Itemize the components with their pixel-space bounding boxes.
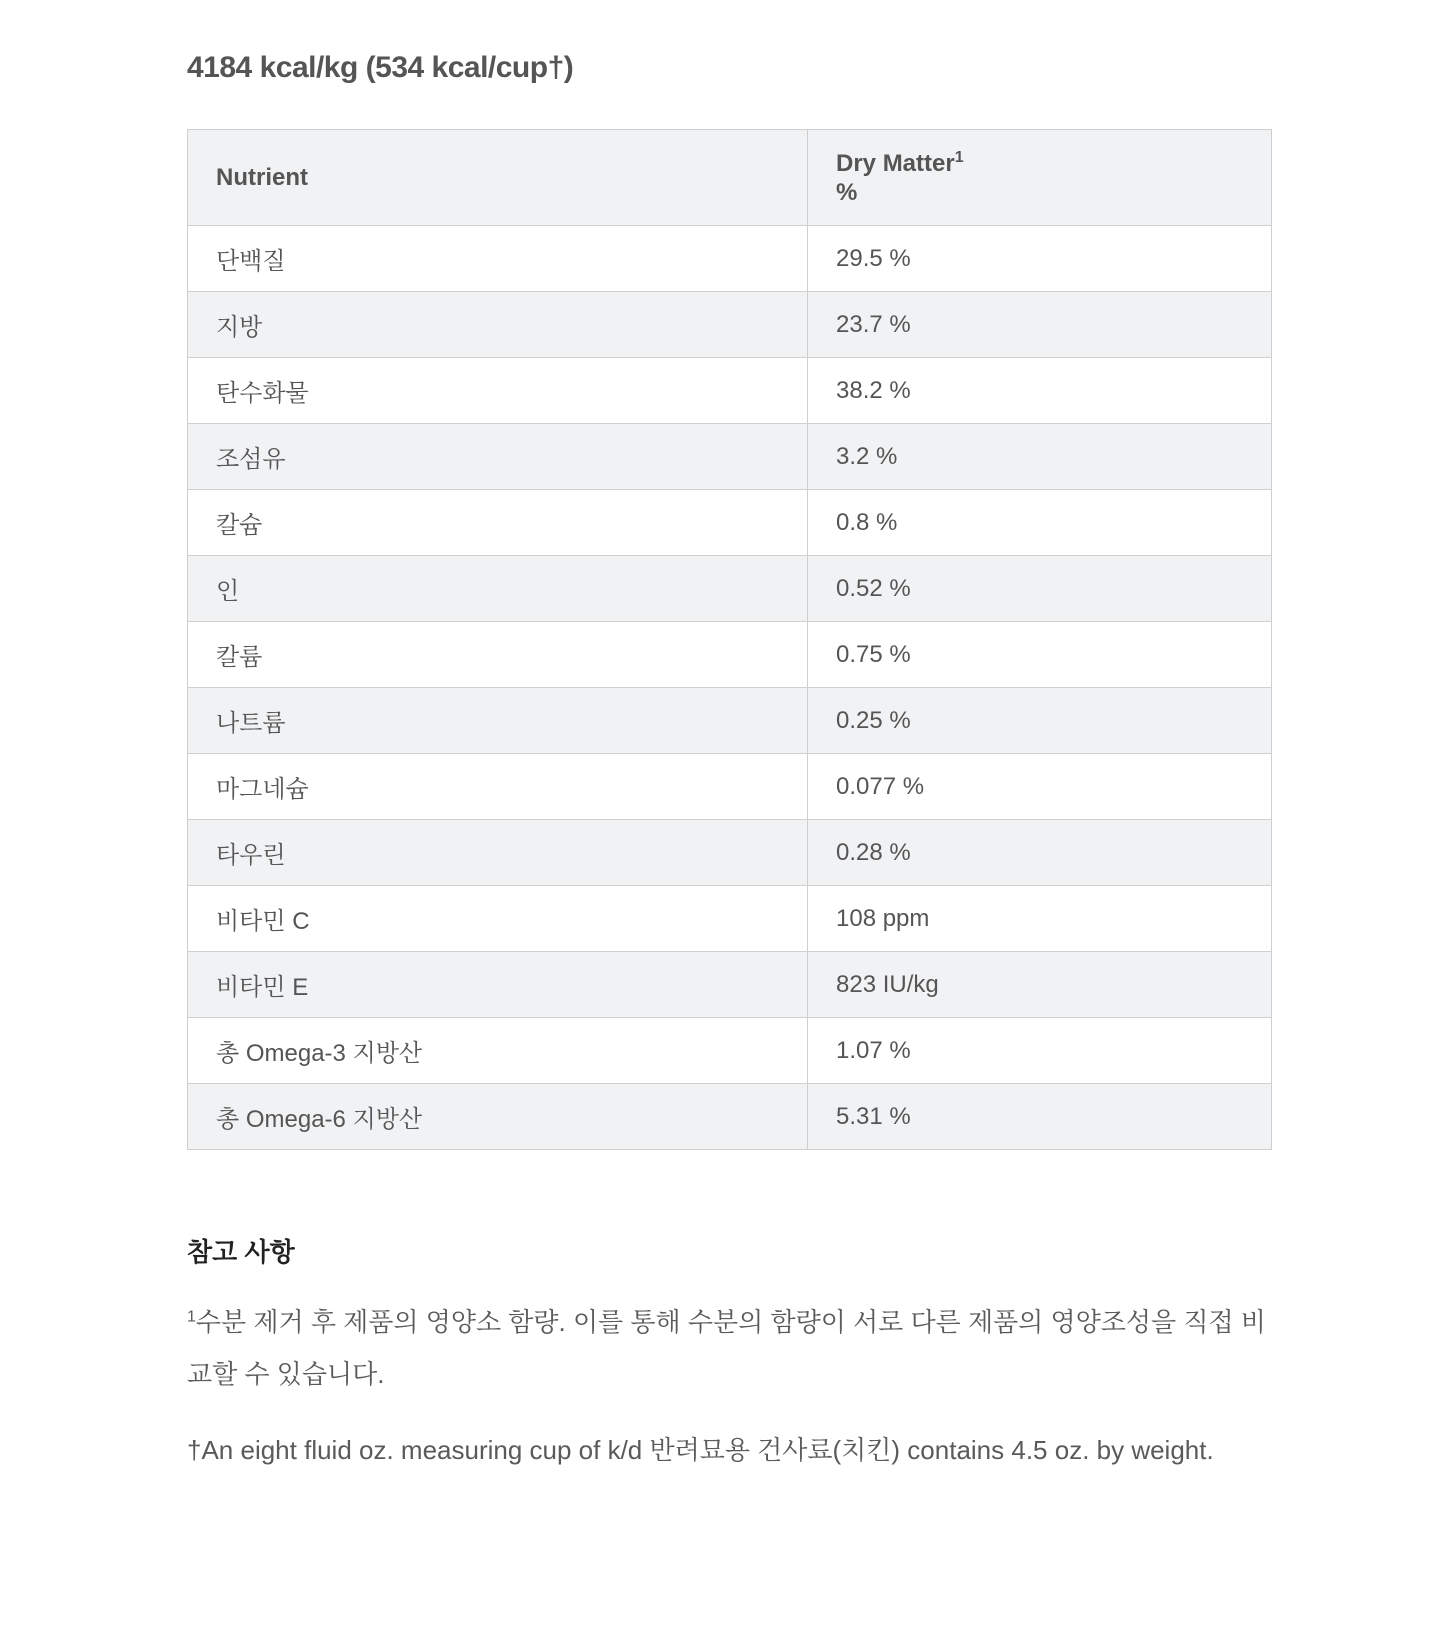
table-header-row [188, 130, 1272, 226]
footnote-dry-matter-text: 수분 제거 후 제품의 영양소 함량. 이를 통해 수분의 함량이 서로 다른 제품의 영양조성을 직접 비교할 수 있습니다. [187, 1307, 1266, 1389]
nutrient-name: 마그네슘 [188, 754, 808, 820]
nutrient-name: 총 Omega-6 지방산 [188, 1084, 808, 1150]
table-row [188, 952, 1272, 1018]
table-row [188, 490, 1272, 556]
nutrient-value: 0.52 % [808, 556, 1272, 622]
nutrient-name: 조섬유 [188, 424, 808, 490]
nutrient-value: 0.8 % [808, 490, 1272, 556]
header-dry-matter-label: Dry Matter [836, 149, 955, 177]
header-dry-matter [808, 130, 1272, 226]
nutrient-name: 칼슘 [188, 490, 808, 556]
nutrient-name: 비타민 E [188, 952, 808, 1018]
nutrient-value: 0.28 % [808, 820, 1272, 886]
table-row [188, 292, 1272, 358]
table-row [188, 1084, 1272, 1150]
header-dry-matter-footnote-marker: 1 [954, 148, 964, 166]
nutrient-name: 인 [188, 556, 808, 622]
table-row [188, 886, 1272, 952]
nutrient-value: 823 IU/kg [808, 952, 1272, 1018]
nutrient-name: 지방 [188, 292, 808, 358]
nutrient-name: 단백질 [188, 226, 808, 292]
nutrient-value: 23.7 % [808, 292, 1272, 358]
nutrient-name: 비타민 C [188, 886, 808, 952]
nutrient-value: 3.2 % [808, 424, 1272, 490]
table-row [188, 226, 1272, 292]
table-row [188, 358, 1272, 424]
calorie-content: 4184 kcal/kg (534 kcal/cup†) [187, 51, 574, 84]
nutrient-value: 29.5 % [808, 226, 1272, 292]
nutrient-value: 38.2 % [808, 358, 1272, 424]
table-row [188, 754, 1272, 820]
nutrient-table [187, 129, 1272, 1150]
nutrient-name: 타우린 [188, 820, 808, 886]
notes-heading: 참고 사항 [187, 1237, 295, 1267]
nutrient-value: 5.31 % [808, 1084, 1272, 1150]
nutrient-value: 1.07 % [808, 1018, 1272, 1084]
footnote-dry-matter [187, 1296, 1271, 1400]
nutrient-name: 총 Omega-3 지방산 [188, 1018, 808, 1084]
footnote-marker: 1 [187, 1308, 196, 1326]
nutrient-name: 나트륨 [188, 688, 808, 754]
table-row [188, 622, 1272, 688]
nutrient-value: 108 ppm [808, 886, 1272, 952]
table-row [188, 688, 1272, 754]
header-nutrient: Nutrient [188, 130, 808, 226]
nutrient-table-body [188, 226, 1272, 1150]
table-row [188, 424, 1272, 490]
nutrition-section [187, 40, 1271, 1476]
table-row [188, 1018, 1272, 1084]
nutrient-name: 칼륨 [188, 622, 808, 688]
table-row [188, 556, 1272, 622]
nutrient-value: 0.077 % [808, 754, 1272, 820]
header-dry-matter-unit: % [836, 178, 858, 206]
footnote-cup-weight: †An eight fluid oz. measuring cup of k/d 반려묘용 건사료(치킨) contains 4.5 oz. by weight. [187, 1435, 1214, 1465]
nutrient-name: 탄수화물 [188, 358, 808, 424]
nutrient-value: 0.75 % [808, 622, 1272, 688]
table-row [188, 820, 1272, 886]
nutrient-value: 0.25 % [808, 688, 1272, 754]
